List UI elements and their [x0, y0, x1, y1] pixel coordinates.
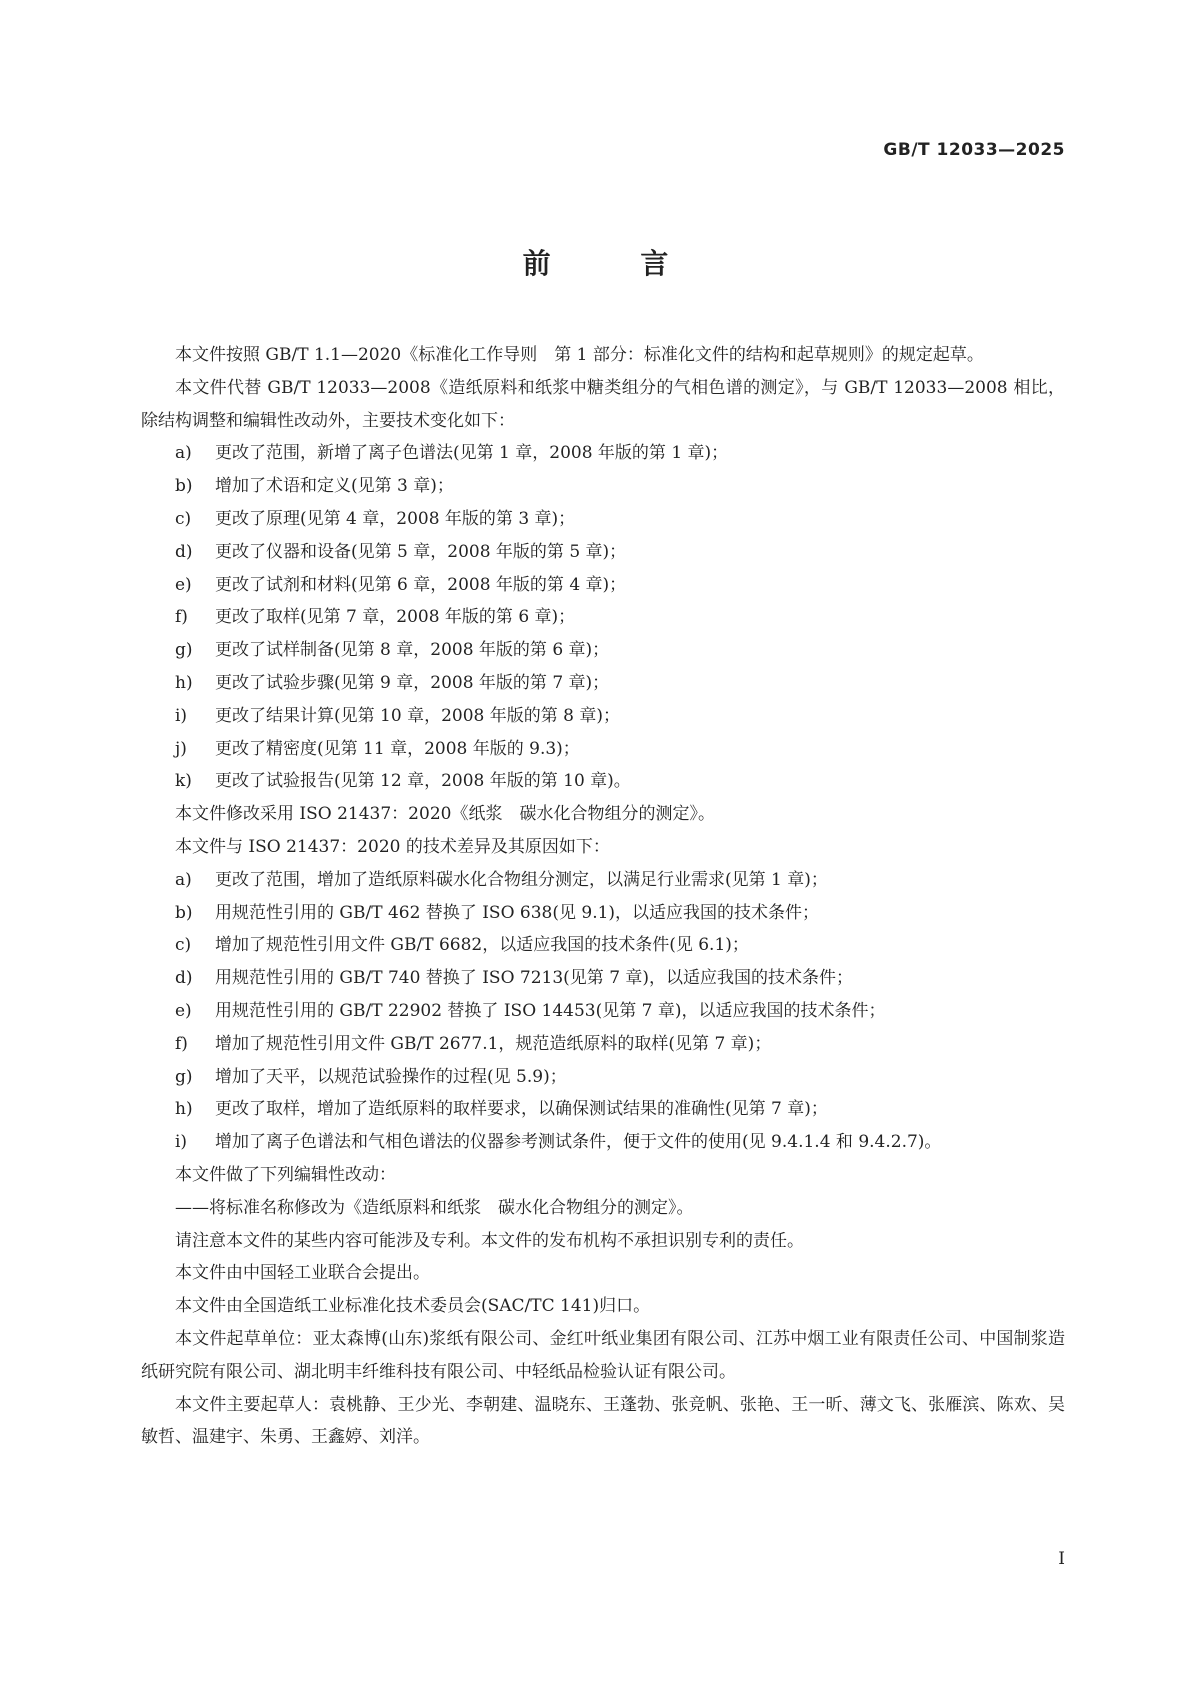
list-item — [175, 700, 1065, 733]
list-text: 更改了试样制备(见第 8 章，2008 年版的第 6 章)； — [215, 640, 610, 661]
list-marker: f) — [175, 1033, 188, 1054]
list-item — [175, 470, 1065, 503]
list-text: 更改了仪器和设备(见第 5 章，2008 年版的第 5 章)； — [215, 541, 627, 562]
list-text: 增加了规范性引用文件 GB/T 6682，以适应我国的技术条件(见 6.1)； — [215, 935, 749, 956]
dash-item-title-change: ——将标准名称修改为《造纸原料和纸浆 碳水化合物组分的测定》。 — [175, 1197, 694, 1218]
list-marker: d) — [175, 968, 193, 989]
list-text: 更改了原理(见第 4 章，2008 年版的第 3 章)； — [215, 508, 576, 529]
list-marker: c) — [175, 935, 192, 956]
list-item — [175, 667, 1065, 700]
paragraph-drafters: 本文件主要起草人：袁桃静、王少光、李朝建、温晓东、王蓬勃、张竞帆、张艳、王一昕、薄文飞、张雁滨、陈欢、吴敏哲、温建宇、朱勇、王鑫婷、刘洋。 — [141, 1394, 1065, 1448]
list-text: 更改了取样，增加了造纸原料的取样要求，以确保测试结果的准确性(见第 7 章)； — [215, 1099, 828, 1120]
list-text: 增加了天平，以规范试验操作的过程(见 5.9)； — [215, 1066, 567, 1087]
list-item — [175, 864, 1065, 897]
list-item — [175, 634, 1065, 667]
list-marker: k) — [175, 771, 192, 792]
list-text: 更改了试验报告(见第 12 章，2008 年版的第 10 章)。 — [215, 771, 631, 792]
list-text: 用规范性引用的 GB/T 740 替换了 ISO 7213(见第 7 章)，以适应我国的技术条件； — [215, 968, 854, 989]
paragraph-centralized-unit: 本文件由全国造纸工业标准化技术委员会(SAC/TC 141)归口。 — [175, 1296, 651, 1317]
list-item — [175, 897, 1065, 930]
list-marker: e) — [175, 574, 192, 595]
list-text: 用规范性引用的 GB/T 22902 替换了 ISO 14453(见第 7 章)，以适应我国的技术条件； — [215, 1000, 886, 1021]
list-text: 更改了范围，增加了造纸原料碳水化合物组分测定，以满足行业需求(见第 1 章)； — [215, 869, 828, 890]
paragraph-adoption: 本文件修改采用 ISO 21437：2020《纸浆 碳水化合物组分的测定》。 — [175, 804, 715, 825]
list-item — [175, 1061, 1065, 1094]
paragraph-replacement: 本文件代替 GB/T 12033—2008《造纸原料和纸浆中糖类组分的气相色谱的测定》，与 GB/T 12033—2008 相比，除结构调整和编辑性改动外，主要技术变化如下： — [141, 377, 1065, 431]
standard-number: GB/T 12033—2025 — [883, 140, 1065, 160]
list-marker: b) — [175, 902, 193, 923]
list-marker: j) — [175, 738, 187, 759]
list-item — [175, 929, 1065, 962]
page-number: I — [1058, 1549, 1065, 1569]
list-text: 更改了试剂和材料(见第 6 章，2008 年版的第 4 章)； — [215, 574, 627, 595]
list-marker: i) — [175, 705, 188, 726]
list-marker: f) — [175, 607, 188, 628]
list-item — [175, 437, 1065, 470]
list-text: 更改了结果计算(见第 10 章，2008 年版的第 8 章)； — [215, 705, 620, 726]
list-item — [175, 601, 1065, 634]
page-title: 前 言 — [522, 247, 709, 280]
list-text: 增加了离子色谱法和气相色谱法的仪器参考测试条件，便于文件的使用(见 9.4.1.4 和 9.4.2.7)。 — [215, 1132, 942, 1153]
paragraph-drafting-units: 本文件起草单位：亚太森博(山东)浆纸有限公司、金红叶纸业集团有限公司、江苏中烟工业有限责任公司、中国制浆造纸研究院有限公司、湖北明丰纤维科技有限公司、中轻纸品检验认证有限公司。 — [141, 1328, 1065, 1382]
list-item — [175, 733, 1065, 766]
paragraph-differences-intro: 本文件与 ISO 21437：2020 的技术差异及其原因如下： — [175, 836, 610, 857]
list-item — [175, 569, 1065, 602]
list-item — [175, 1028, 1065, 1061]
paragraph-proposer: 本文件由中国轻工业联合会提出。 — [175, 1263, 430, 1284]
list-text: 用规范性引用的 GB/T 462 替换了 ISO 638(见 9.1)，以适应我国的技术条件； — [215, 902, 820, 923]
list-item — [175, 1126, 1065, 1159]
list-marker: a) — [175, 443, 192, 464]
differences-list — [141, 864, 1065, 1159]
foreword-body — [141, 339, 1065, 1454]
list-marker: e) — [175, 1000, 192, 1021]
list-item — [175, 765, 1065, 798]
list-item — [175, 536, 1065, 569]
list-marker: g) — [175, 640, 193, 661]
list-marker: b) — [175, 476, 193, 497]
list-marker: g) — [175, 1066, 193, 1087]
list-text: 增加了规范性引用文件 GB/T 2677.1，规范造纸原料的取样(见第 7 章)； — [215, 1033, 772, 1054]
list-marker: i) — [175, 1132, 188, 1153]
list-text: 更改了范围，新增了离子色谱法(见第 1 章，2008 年版的第 1 章)； — [215, 443, 729, 464]
list-text: 增加了术语和定义(见第 3 章)； — [215, 476, 454, 497]
changes-list — [141, 437, 1065, 798]
list-marker: h) — [175, 1099, 193, 1120]
list-marker: a) — [175, 869, 192, 890]
list-marker: c) — [175, 508, 192, 529]
list-item — [175, 1093, 1065, 1126]
paragraph-editorial-changes: 本文件做了下列编辑性改动： — [175, 1164, 396, 1185]
list-item — [175, 503, 1065, 536]
list-marker: d) — [175, 541, 193, 562]
list-marker: h) — [175, 672, 193, 693]
list-text: 更改了精密度(见第 11 章，2008 年版的 9.3)； — [215, 738, 580, 759]
list-item — [175, 995, 1065, 1028]
list-item — [175, 962, 1065, 995]
list-text: 更改了取样(见第 7 章，2008 年版的第 6 章)； — [215, 607, 576, 628]
list-text: 更改了试验步骤(见第 9 章，2008 年版的第 7 章)； — [215, 672, 610, 693]
paragraph-drafting-rules: 本文件按照 GB/T 1.1—2020《标准化工作导则 第 1 部分：标准化文件的结构和起草规则》的规定起草。 — [175, 345, 984, 365]
paragraph-patent-notice: 请注意本文件的某些内容可能涉及专利。本文件的发布机构不承担识别专利的责任。 — [175, 1230, 804, 1251]
